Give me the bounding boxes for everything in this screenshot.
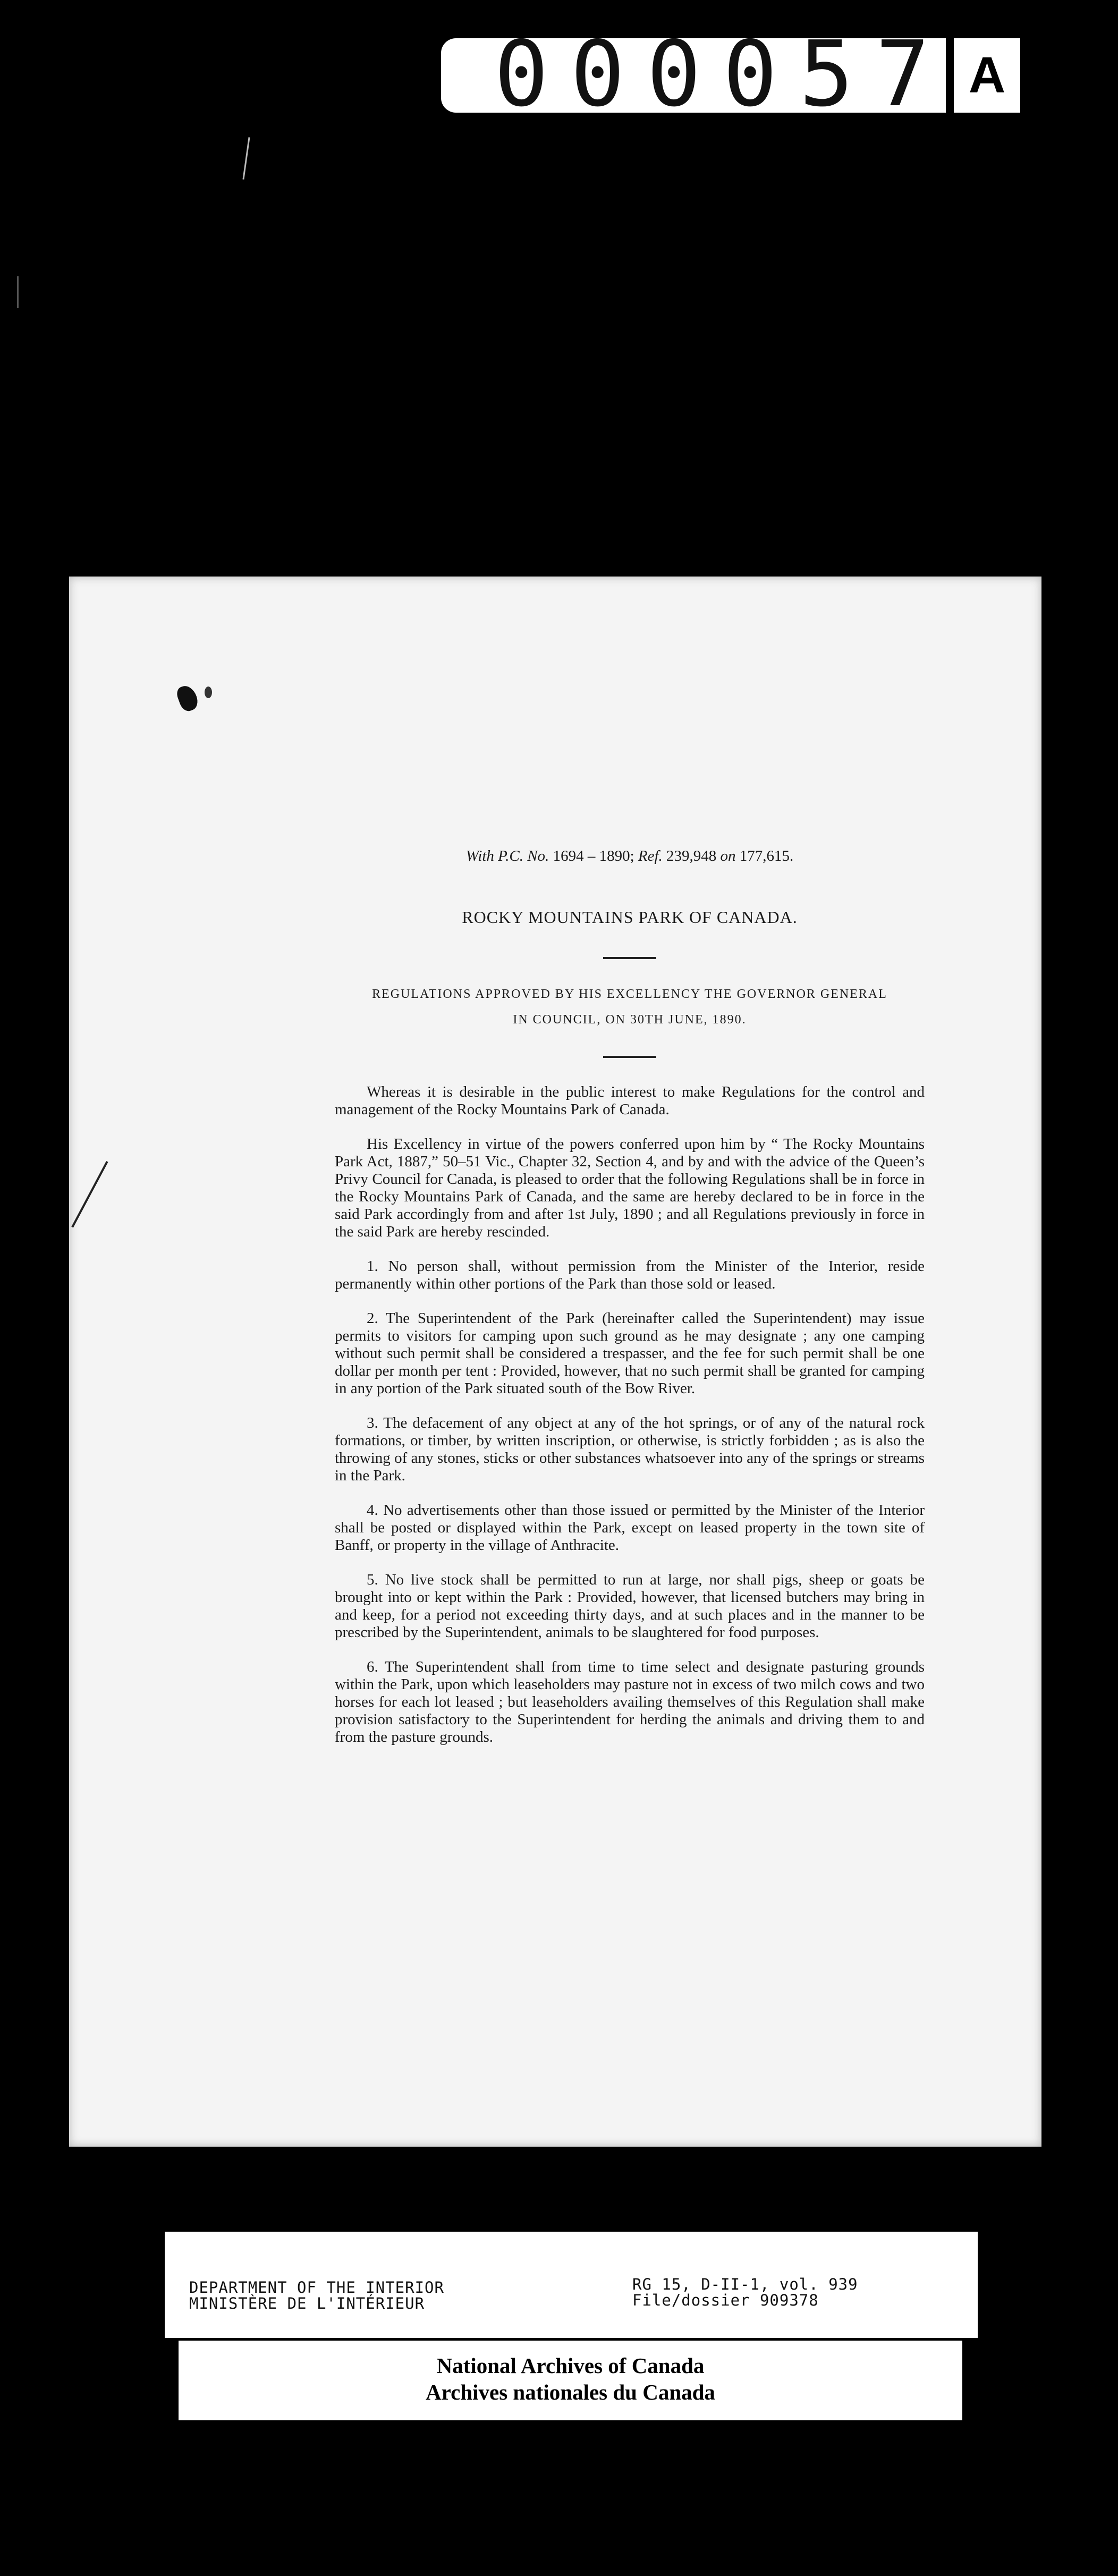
archives-name-french: Archives nationales du Canada (426, 2380, 715, 2404)
preamble-paragraph: His Excellency in virtue of the powers conferred upon him by “ The Rocky Mountains Park Act, 1887,” 50–51 Vic., Chapter 32, Section 4, and by and with the advice of the Queen’s Privy Council for Canada, is pleased to order that the following Regulations shall be in force in the Rocky Mountains Park of Canada, and the same are hereby declared to be in force in the said Park accordingly from and after 1st July, 1890 ; and all Regulations previously in force in the said Park are hereby rescinded. (335, 1136, 925, 1240)
archive-reference-label (165, 2232, 978, 2338)
reference-pc-number: 1694 – 1890 (553, 848, 630, 865)
regulation-paragraph: 1. No person shall, without permission from the Minister of the Interior, reside permanently within other portions of the Park than those sold or leased. (335, 1258, 925, 1292)
subtitle-line: IN COUNCIL, ON 30TH JUNE, 1890. (513, 1013, 747, 1027)
frame-digit: 0 (723, 22, 777, 127)
frame-digit: 0 (647, 22, 701, 127)
regulation-paragraph: 4. No advertisements other than those issued or permitted by the Minister of the Interior shall be posted or displayed within the Park, except on leased property in the town site of Banff, or property in the village of Anthracite. (335, 1502, 925, 1554)
reference-pc-prefix: With P.C. No. (465, 848, 549, 865)
ink-blot (205, 687, 212, 698)
regulation-paragraph: 3. The defacement of any object at any of the hot springs, or of any of the natural rock formations, or timber, by written inscription, or otherwise, is strictly forbidden ; as is also the throwing of any stones, sticks or other substances whatsoever into any of the springs or streams in the Park. (335, 1414, 925, 1484)
archives-name-label (179, 2341, 962, 2420)
divider (603, 1056, 656, 1058)
subtitle-line: REGULATIONS APPROVED BY HIS EXCELLENCY THE GOVERNOR GENERAL (372, 987, 887, 1001)
department-french: MINISTÈRE DE L'INTÉRIEUR (189, 2294, 425, 2312)
reference-on-number: 177,615. (739, 848, 794, 865)
film-scratch (242, 137, 250, 180)
frame-digit: 0 (494, 22, 549, 127)
regulation-paragraph: 5. No live stock shall be permitted to run at large, nor shall pigs, sheep or goats be brought into or kept within the Park : Provided, however, that licensed butchers may bring in and keep, for a period not exceeding thirty days, and at such places and in the manner to be prescribed by the Superintendent, animals to be slaughtered for food purposes. (335, 1571, 925, 1641)
preamble-paragraph: Whereas it is desirable in the public interest to make Regulations for the control and management of the Rocky Mountains Park of Canada. (335, 1083, 925, 1118)
document-subtitle (335, 981, 925, 1032)
document-body (335, 848, 925, 1763)
regulation-paragraph: 2. The Superintendent of the Park (hereinafter called the Superintendent) may issue permits to visitors for camping upon such ground as he may designate ; any one camping without such permit shall be considered a trespasser, and the fee for such permit shall be one dollar per month per tent : Provided, however, that no such permit shall be granted for camping in any portion of the Park situated south of the Bow River. (335, 1310, 925, 1397)
frame-digit: 7 (875, 22, 930, 127)
file-number: File/dossier 909378 (632, 2291, 819, 2309)
reference-on-word: on (720, 848, 736, 865)
record-group: RG 15, D-II-1, vol. 939 (632, 2275, 858, 2293)
frame-digit: 0 (570, 22, 625, 127)
reference-ref-prefix: Ref. (638, 848, 663, 865)
reference-separator: ; (630, 848, 634, 865)
document-title: ROCKY MOUNTAINS PARK OF CANADA. (462, 908, 798, 927)
archives-name-english: National Archives of Canada (436, 2353, 705, 2378)
regulation-paragraph: 6. The Superintendent shall from time to time select and designate pasturing grounds within the Park, upon which leaseholders may pasture not in excess of two milch cows and two horses for each lot leased ; but leaseholders availing themselves of this Regulation shall make provision satisfactory to the Superintendent for herding the animals and driving them to and from the pasture grounds. (335, 1658, 925, 1745)
frame-number (494, 22, 930, 127)
frame-digit: 5 (799, 22, 854, 127)
divider (603, 957, 656, 959)
film-scratch (17, 276, 19, 308)
frame-letter: A (954, 38, 1020, 113)
department-english: DEPARTMENT OF THE INTERIOR (189, 2278, 444, 2297)
reference-ref-number: 239,948 (666, 848, 717, 865)
reference-line (335, 848, 925, 865)
